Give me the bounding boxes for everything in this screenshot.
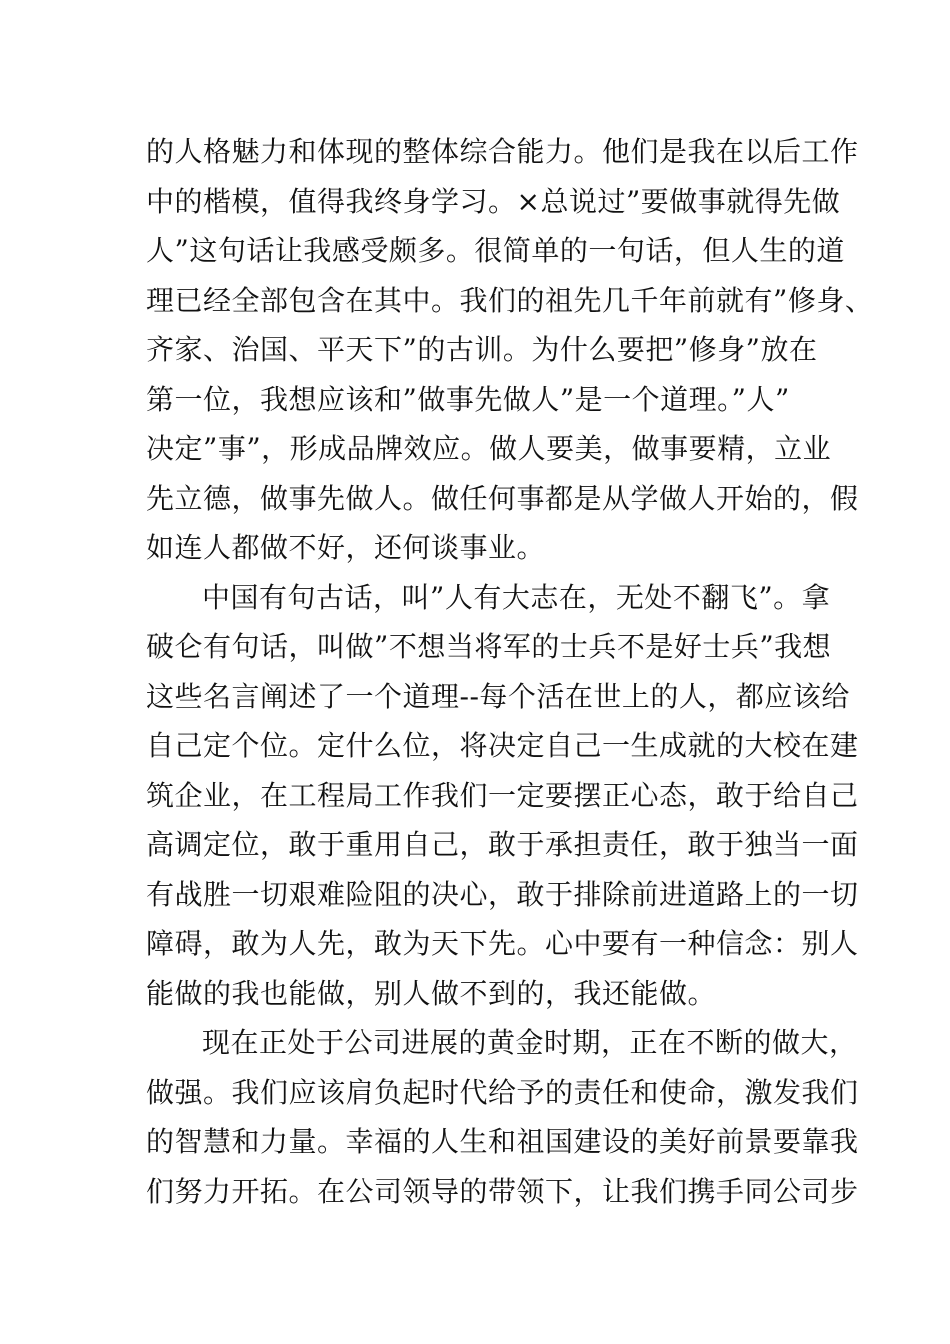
text-line: 有战胜一切艰难险阻的决心，敢于排除前进道路上的一切: [146, 877, 859, 911]
text-line: 障碍，敢为人先，敢为天下先。心中要有一种信念：别人: [146, 927, 859, 960]
text-line: 现在正处于公司进展的黄金时期，正在不断的做大，: [202, 1026, 858, 1059]
text-line: 能做的我也能做，别人做不到的，我还能做。: [146, 976, 717, 1010]
text-line: 筑企业，在工程局工作我们一定要摆正心态，敢于给自己: [146, 778, 859, 812]
text-line: 中国有句古话，叫”人有大志在，无处不翻飞”。拿: [202, 580, 831, 614]
paragraph-2: [146, 573, 859, 1019]
text-line: 自己定个位。定什么位，将决定自己一生成就的大校在建: [146, 729, 859, 762]
text-line: 的人格魅力和体现的整体综合能力。他们是我在以后工作: [146, 135, 859, 168]
text-line: 高调定位，敢于重用自己，敢于承担责任，敢于独当一面: [146, 828, 859, 861]
text-line: 中的楷模，值得我终身学习。×总说过”要做事就得先做: [146, 184, 841, 218]
text-line: 理已经全部包含在其中。我们的祖先几千年前就有”修身、: [146, 283, 874, 317]
text-line: 的智慧和力量。幸福的人生和祖国建设的美好前景要靠我: [146, 1125, 859, 1158]
text-line: 做强。我们应该肩负起时代给予的责任和使命，激发我们: [146, 1075, 859, 1109]
text-line: 如连人都做不好，还何谈事业。: [146, 531, 546, 564]
paragraph-1: [146, 127, 874, 573]
text-line: 先立德，做事先做人。做任何事都是从学做人开始的，假: [146, 481, 859, 515]
document-body: [146, 127, 874, 1216]
text-line: 齐家、治国、平天下”的古训。为什么要把”修身”放在: [146, 333, 818, 366]
text-line: 人”这句话让我感受颇多。很简单的一句话，但人生的道: [146, 234, 845, 267]
paragraph-3: [146, 1018, 859, 1216]
text-line: 决定”事”，形成品牌效应。做人要美，做事要精，立业: [146, 432, 832, 465]
text-line: 第一位，我想应该和”做事先做人”是一个道理。”人”: [146, 382, 790, 416]
text-line: 破仑有句话，叫做”不想当将军的士兵不是好士兵”我想: [146, 630, 832, 663]
text-line: 这些名言阐述了一个道理--每个活在世上的人，都应该给: [146, 679, 850, 713]
text-line: 们努力开拓。在公司领导的带领下，让我们携手同公司步: [146, 1174, 859, 1208]
